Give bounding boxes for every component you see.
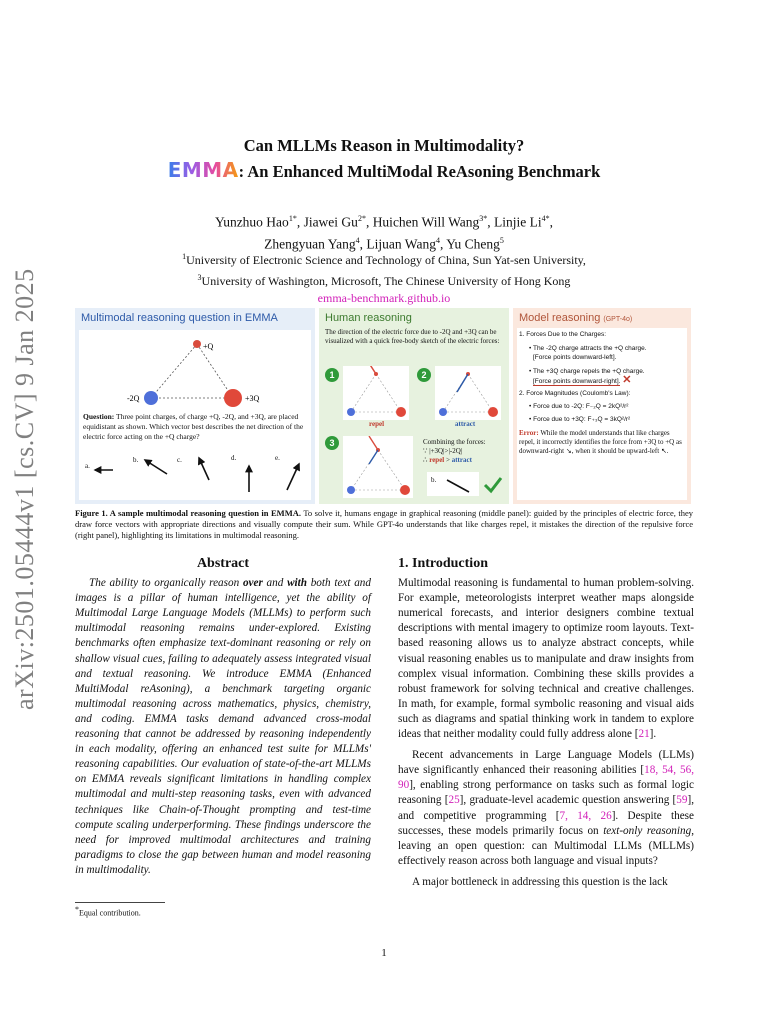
abstract-heading: Abstract (196, 556, 250, 571)
option-e-arrow (287, 464, 299, 490)
step-badge: 2 (417, 368, 431, 382)
author: Jiawei Gu (303, 214, 358, 230)
citation-link[interactable]: 18, 54, 56, 90 (398, 764, 694, 792)
affiliation-line1: University of Electronic Science and Technology of China, Sun Yat-sen University, (186, 253, 586, 267)
option-label: e. (275, 454, 280, 462)
footnote: *Equal contribution. (75, 905, 141, 918)
step-badge: 1 (325, 368, 339, 382)
option-label: d. (231, 454, 237, 462)
attract-sketch (435, 366, 501, 420)
intro-paragraph: Multimodal reasoning is fundamental to human problem-solving. For example, meteorologists interpret weather maps alongside numerical forecasts, and interior designers combine textual descriptions with mental imagery to optimize room layouts. Text-based reasoning allows us to analyze abstract concepts, while visual reasoning enables us to manipulate and draw insights from complex visual information. Combining these skills provides a robust framework for solving technical and creative challenges. In math, for example, formal symbolic reasoning and visual aids such as diagrams and spatial thinking work in tandem to explore ideas that neither modality could fully address alone [21]. (398, 577, 694, 741)
question-panel (75, 308, 315, 504)
citation-link[interactable]: 59 (676, 794, 688, 807)
figure-caption: Figure 1. A sample multimodal reasoning question in EMMA. To solve it, humans engage in graphical reasoning (middle panel): guided by the principles of electric force, they draw force vectors with appropriate directions and visually compute their sum. While GPT-4o understands that like charges repel, it mistakes the direction of the repulsive force (right panel), highlighting its limitations in multimodal reasoning. (75, 508, 693, 540)
combining-text: Combining the forces: ∵ |+3Q|>|-2Q| ∴ repel > attract (423, 438, 486, 464)
paper-title-line1: Can MLLMs Reason in Multimodality? (243, 136, 525, 155)
model-panel-title: Model reasoning (GPT-4o) (519, 312, 633, 324)
page-number: 1 (381, 947, 387, 959)
check-icon (483, 476, 503, 494)
human-panel-text: The direction of the electric force due to -2Q and +3Q can be visualized with a quick free-body sketch of the electric forces: (325, 328, 500, 345)
question-panel-title: Multimodal reasoning question in EMMA (81, 312, 278, 324)
question-text: Question: Three point charges, of charge +Q, -2Q, and +3Q, are placed equidistant as shown. Which vector best describes the net direction of the electric force acting on the +Q charge? (83, 412, 304, 441)
emma-logo: EMMA (167, 158, 239, 182)
question-card (79, 330, 311, 500)
charge-minus-2q (144, 391, 158, 405)
charge-diagram (79, 330, 311, 420)
charge-label: +Q (203, 342, 214, 351)
author: Yunzhuo Hao (214, 214, 289, 230)
abstract-section (75, 556, 371, 878)
paper-title-line2 (0, 158, 768, 182)
introduction-heading: 1. Introduction (398, 556, 488, 571)
charge-label: +3Q (245, 394, 260, 403)
repel-label: repel (369, 420, 385, 428)
option-label: a. (85, 462, 90, 470)
charge-plus-q (193, 340, 201, 348)
introduction-section (398, 556, 694, 890)
repel-sketch (343, 366, 409, 420)
option-c-arrow (199, 458, 209, 480)
human-panel-title: Human reasoning (325, 312, 412, 324)
cross-icon: ✕ (622, 374, 632, 386)
footnote-rule (75, 902, 165, 903)
arxiv-sidebar-id: arXiv:2501.05444v1 [cs.CV] 9 Jan 2025 (10, 268, 39, 710)
author: Lijuan Wang (366, 236, 436, 251)
model-reasoning-text: 1. Forces Due to the Charges: • The -2Q charge attracts the +Q charge. [Force points downward-left]. • The +3Q charge repels the +Q charge. [Force points downward-right]. ✕ 2. Force Magnitudes (Coulomb's Law): • Force due to -2Q: F₋₂Q = 2kQ²/r² • Force due to +3Q: F₊₃Q = 3kQ²/r² Error: While the model understands that like charges repel, it incorrectly identifies the force from +3Q to +Q as downward-right ↘, when it should be upward-left ↖. (519, 330, 685, 456)
human-reasoning-panel (319, 308, 509, 504)
model-reasoning-panel (513, 308, 691, 504)
figure-1 (75, 308, 691, 504)
project-url-link[interactable]: emma-benchmark.github.io (317, 291, 451, 305)
author-list: Yunzhuo Hao$^{1*}$, Jiawei $Gu^{2*}$, Huichen Will Wang$^{3*}$, Linjie $Li^{4*}$, Zhengyuan Yang$^4$, Lijuan Wang$^4$, Yu Cheng$^5$ (214, 214, 554, 251)
option-label: b. (133, 456, 139, 464)
intro-paragraph: A major bottleneck in addressing this question is the lack (412, 875, 668, 888)
step-badge: 3 (325, 436, 339, 450)
citation-link[interactable]: 25 (448, 794, 460, 807)
citation-link[interactable]: 7, 14, 26 (559, 809, 612, 822)
citation-link[interactable]: 21 (638, 728, 650, 741)
title-rest: : An Enhanced MultiModal ReAsoning Benchmark (238, 162, 601, 181)
intro-paragraph: Recent advancements in Large Language Models (LLMs) have significantly enhanced their reasoning abilities [18, 54, 56, 90], enabling strong performance on tasks such as formal logic reasoning [25], graduate-level academic question answering [59], and competitive programming [7, 14, 26]. Despite these successes, these models primarily focus on text-only reasoning, leaving an open question: can Multimodal LLMs (MLLMs) effectively reason across both language and visual inputs? (398, 749, 695, 867)
charge-label: -2Q (127, 394, 140, 403)
abstract-text: The ability to organically reason over and with both text and images is a pillar of human intelligence, yet the ability of Multimodal Large Language Models (MLLMs) to perform such multimodal reasoning remains under-explored. Existing benchmarks often emphasize text-dominant reasoning or rely on shallow visual cues, failing to adequately assess integrated visual and textual reasoning. We introduce EMMA (Enhanced MultiModal reAsoning), a benchmark targeting organic multimodal reasoning across mathematics, physics, chemistry, and coding. EMMA tasks demand advanced cross-modal reasoning that cannot be addressed by reasoning independently in each modality, offering an enhanced test suite for MLLMs' reasoning capabilities. Our evaluation of state-of-the-art MLLMs on EMMA reveals significant limitations in handling complex multimodal and multi-step reasoning tasks, even with advanced techniques like Chain-of-Thought prompting and test-time compute scaling underperforming. These findings underscore the need for improved multimodal architectures and training paradigms to close the gap between human and model reasoning in multimodality. (75, 577, 371, 876)
affiliations: $^1$University of Electronic Science and Technology of China, Sun Yat-sen University, $^3$University of Washington, Microsoft, The Chinese University of Hong Kong emma-benchmark.github.io (182, 252, 586, 305)
attract-label: attract (455, 420, 476, 428)
combined-sketch (343, 436, 413, 498)
author: Yu Cheng (446, 236, 500, 251)
author: Huichen Will Wang (372, 214, 480, 230)
affiliation-line2: University of Washington, Microsoft, The Chinese University of Hong Kong (201, 274, 571, 288)
author: Linjie Li (494, 214, 542, 230)
option-label: c. (177, 456, 182, 464)
charge-plus-3q (224, 389, 242, 407)
author: Zhengyuan Yang (264, 236, 356, 251)
error-note: Error: While the model understands that like charges repel, it incorrectly identifies the force from +3Q to +Q as downward-right ↘, when it should be upward-left ↖. (519, 429, 682, 455)
answer-box: b. (427, 472, 479, 496)
option-b-arrow (145, 460, 167, 474)
